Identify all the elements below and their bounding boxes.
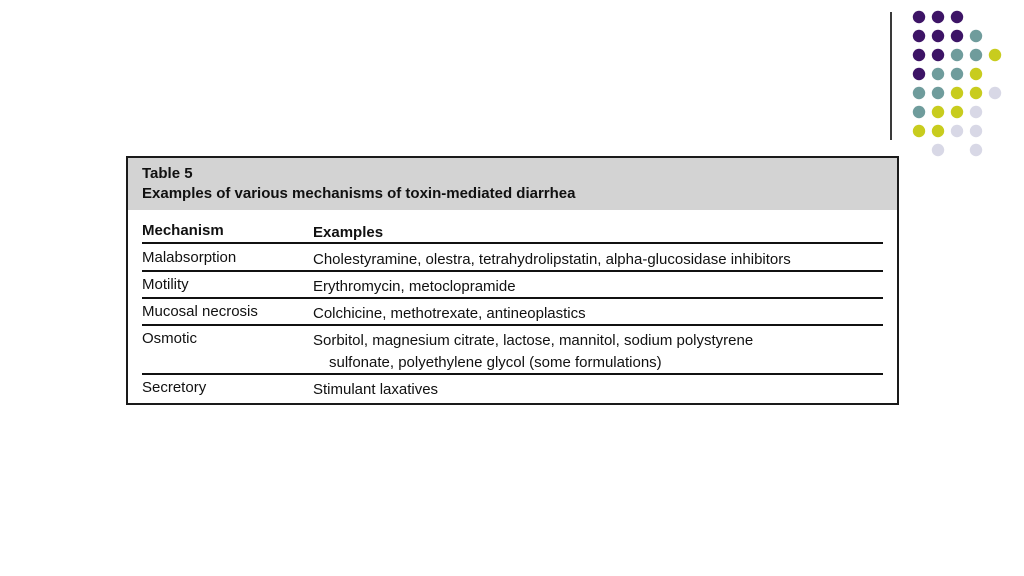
mechanism-cell: Mucosal necrosis	[142, 303, 258, 320]
decorative-dot	[913, 68, 925, 80]
examples-cell: Erythromycin, metoclopramide	[313, 278, 516, 295]
column-header-row	[142, 222, 883, 242]
decorative-dot	[913, 87, 925, 99]
column-header-examples: Examples	[313, 224, 384, 241]
decorative-dot	[913, 30, 925, 42]
decorative-dot	[970, 125, 982, 137]
decorative-dot	[951, 87, 963, 99]
decorative-dot	[951, 11, 963, 23]
decorative-dot	[951, 49, 963, 61]
row-rule	[142, 270, 883, 272]
decorative-vertical-line	[890, 12, 892, 140]
header-rule	[142, 242, 883, 244]
decorative-dot	[970, 68, 982, 80]
decorative-dot	[989, 49, 1001, 61]
decorative-dot	[970, 30, 982, 42]
decorative-dot	[932, 125, 944, 137]
decorative-dot	[951, 125, 963, 137]
mechanism-cell: Motility	[142, 276, 189, 293]
decorative-dot	[932, 68, 944, 80]
table-header	[128, 158, 897, 210]
column-header-mechanism: Mechanism	[142, 222, 224, 239]
decorative-dot	[932, 49, 944, 61]
decorative-dot	[951, 106, 963, 118]
examples-cell: Cholestyramine, olestra, tetrahydrolipstatin, alpha-glucosidase inhibitors	[313, 251, 791, 268]
decorative-dot	[913, 125, 925, 137]
decorative-dot	[951, 68, 963, 80]
examples-cell: Colchicine, methotrexate, antineoplastics	[313, 305, 586, 322]
decorative-dot	[913, 11, 925, 23]
row-rule	[142, 373, 883, 375]
row-rule	[142, 297, 883, 299]
table-caption: Examples of various mechanisms of toxin-mediated diarrhea	[142, 185, 576, 202]
decorative-dot	[913, 49, 925, 61]
examples-cell: Stimulant laxatives	[313, 381, 439, 398]
mechanism-cell: Malabsorption	[142, 249, 237, 266]
decorative-dot	[970, 144, 982, 156]
decorative-dot	[932, 11, 944, 23]
mechanism-cell: Osmotic	[142, 330, 198, 347]
decorative-dot	[970, 87, 982, 99]
decorative-dot	[932, 144, 944, 156]
row-rule	[142, 324, 883, 326]
decorative-dot	[932, 106, 944, 118]
decorative-dot	[913, 106, 925, 118]
table-number: Table 5	[142, 165, 193, 182]
mechanism-cell: Secretory	[142, 379, 207, 396]
decorative-dot	[989, 87, 1001, 99]
decorative-dot	[951, 30, 963, 42]
examples-cell: Sorbitol, magnesium citrate, lactose, mannitol, sodium polystyrene sulfonate, polyethylene glycol (some formulations)	[313, 332, 754, 371]
data-table	[126, 156, 899, 405]
decorative-dot	[932, 87, 944, 99]
decorative-dot	[970, 49, 982, 61]
decorative-dot	[932, 30, 944, 42]
decorative-dot	[970, 106, 982, 118]
